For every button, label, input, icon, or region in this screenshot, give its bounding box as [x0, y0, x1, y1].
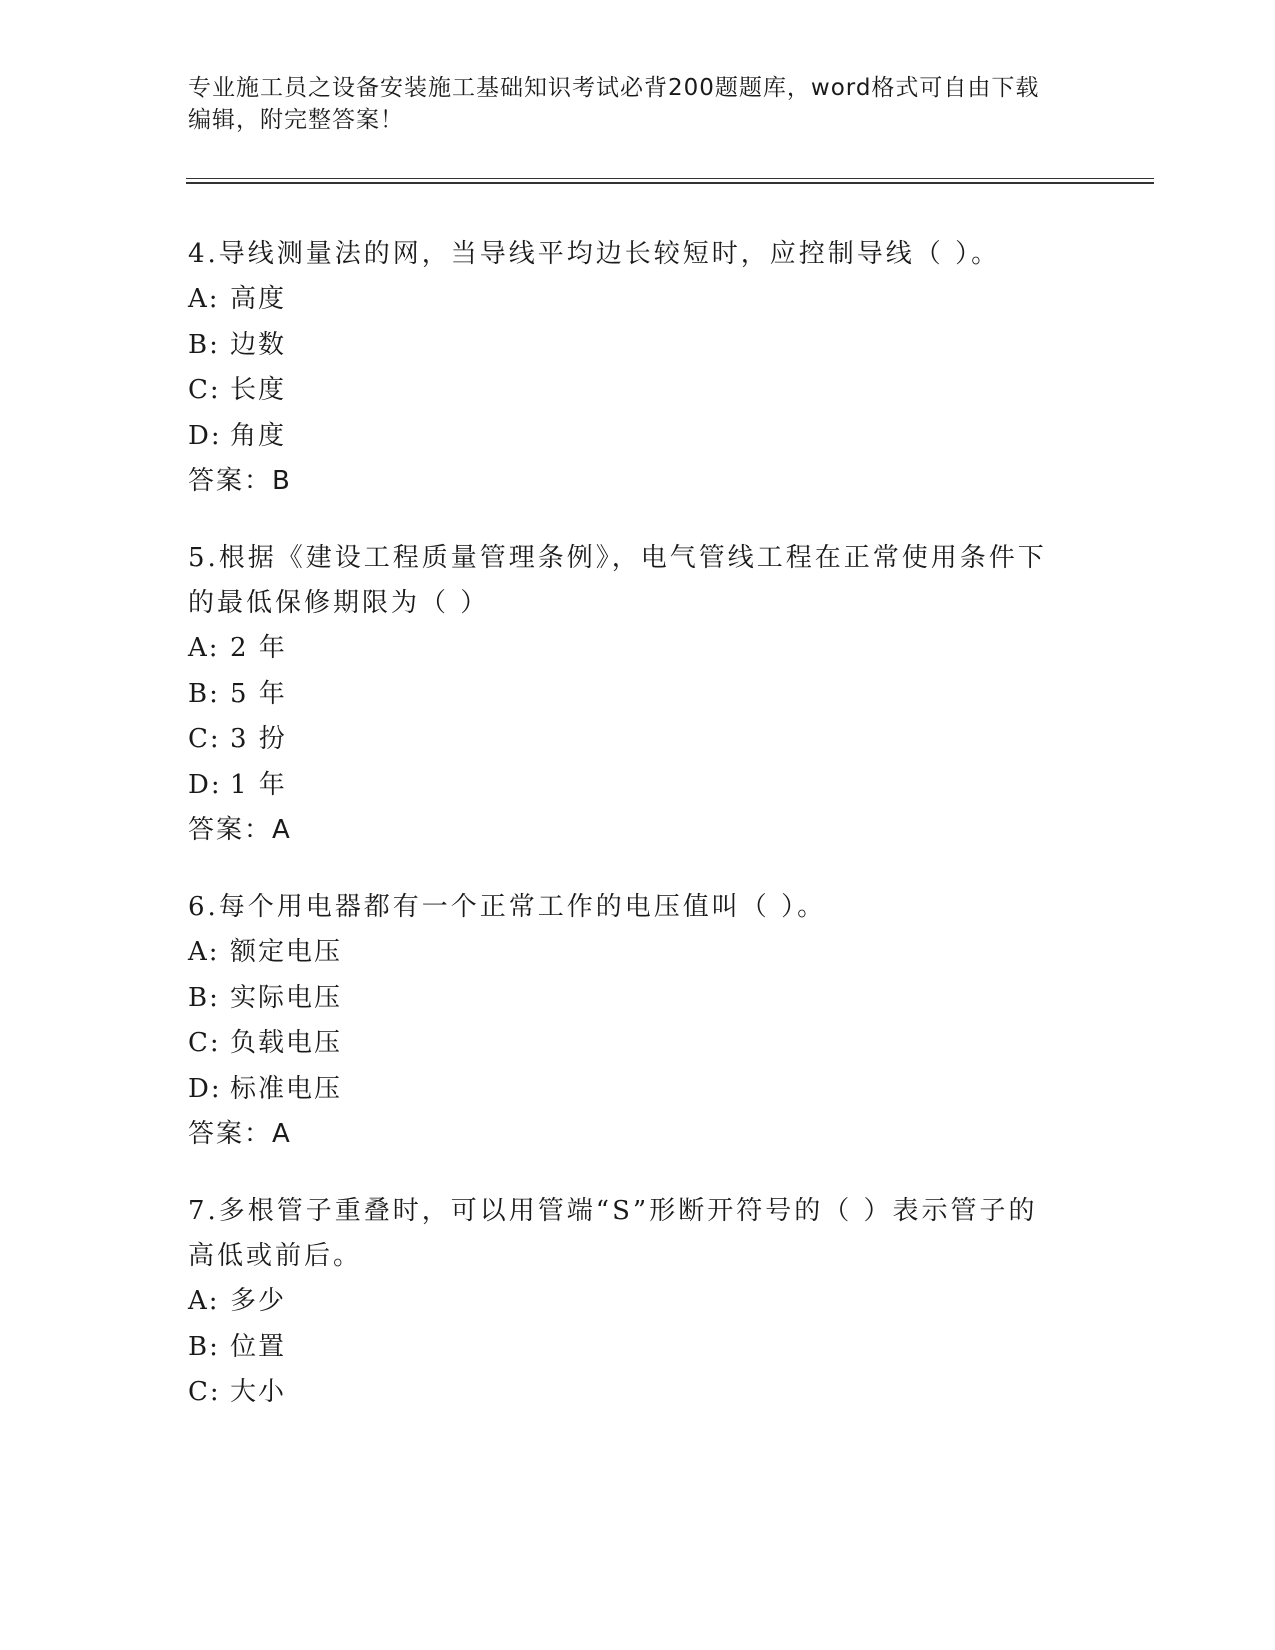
option-text: 高度 [230, 284, 287, 314]
question-item [188, 232, 1068, 504]
question-item [188, 536, 1068, 853]
option-text: 标准电压 [230, 1073, 343, 1104]
option-text: 额定电压 [230, 937, 343, 967]
option-text: 多少 [230, 1286, 287, 1316]
header-line-2: 编辑，附完整答案！ [188, 107, 404, 133]
question-stem-line: 5.根据《建设工程质量管理条例》，电气管线工程在正常使用条件下 [188, 543, 1047, 573]
option-label: D: [188, 769, 222, 800]
option-c [188, 1021, 1068, 1067]
question-stem-line: 7.多根管子重叠时，可以用管端“S”形断开符号的（ ）表示管子的 [188, 1196, 1038, 1226]
option-text: 位置 [230, 1331, 287, 1362]
option-text: 3 扮 [230, 724, 287, 754]
option-text: 负载电压 [230, 1028, 343, 1058]
option-text: 1 年 [230, 769, 287, 800]
option-d [188, 763, 1068, 809]
option-label: B: [188, 329, 220, 360]
question-stem-line: 高低或前后。 [188, 1241, 363, 1271]
question-stem-line: 4.导线测量法的网，当导线平均边长较短时，应控制导线（ ）。 [188, 239, 1001, 269]
option-label: D: [188, 420, 222, 451]
option-d [188, 1067, 1068, 1113]
option-label: A: [188, 937, 220, 967]
option-label: C: [188, 1028, 221, 1058]
option-b [188, 1325, 1068, 1371]
question-list [188, 232, 1068, 1448]
option-text: 2 年 [230, 633, 287, 663]
option-label: C: [188, 1377, 221, 1407]
option-text: 长度 [230, 375, 287, 405]
answer-line: 答案：A [188, 815, 292, 845]
option-c [188, 717, 1068, 763]
option-text: 边数 [230, 329, 287, 360]
option-c [188, 368, 1068, 414]
option-a [188, 626, 1068, 672]
header-line-1: 专业施工员之设备安装施工基础知识考试必背200题题库，word格式可自由下载 [188, 75, 1040, 101]
option-b [188, 672, 1068, 718]
header-divider-thick [186, 182, 1154, 184]
option-text: 实际电压 [230, 982, 343, 1013]
option-text: 大小 [230, 1377, 287, 1407]
header-divider-thin [186, 178, 1154, 179]
option-label: D: [188, 1073, 222, 1104]
option-a [188, 1279, 1068, 1325]
option-a [188, 930, 1068, 976]
answer-line: 答案：B [188, 466, 292, 496]
option-b [188, 976, 1068, 1022]
option-c [188, 1370, 1068, 1416]
option-d [188, 414, 1068, 460]
option-label: B: [188, 1331, 220, 1362]
option-text: 5 年 [230, 678, 287, 709]
document-header [188, 72, 1068, 136]
option-label: A: [188, 1286, 220, 1316]
option-label: C: [188, 375, 221, 405]
option-label: A: [188, 633, 220, 663]
option-label: C: [188, 724, 221, 754]
option-label: A: [188, 284, 220, 314]
option-label: B: [188, 982, 220, 1013]
question-item [188, 885, 1068, 1157]
option-a [188, 277, 1068, 323]
answer-line: 答案：A [188, 1119, 292, 1149]
question-stem-line: 的最低保修期限为（ ） [188, 588, 490, 618]
option-text: 角度 [230, 420, 287, 451]
question-stem-line: 6.每个用电器都有一个正常工作的电压值叫（ ）。 [188, 892, 827, 922]
option-b [188, 323, 1068, 369]
option-label: B: [188, 678, 220, 709]
question-item [188, 1189, 1068, 1416]
